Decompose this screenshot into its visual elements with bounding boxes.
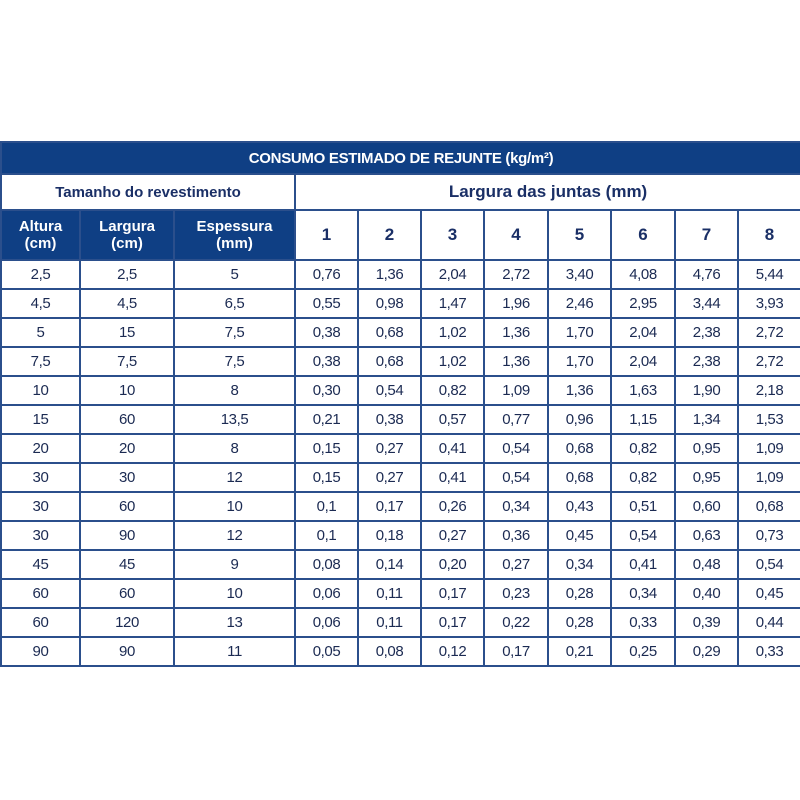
consumption-cell: 2,46 [548, 289, 611, 318]
joint-width-header-8: 8 [738, 210, 800, 260]
consumption-cell: 0,28 [548, 579, 611, 608]
consumption-cell: 0,63 [675, 521, 738, 550]
consumption-cell: 1,09 [738, 463, 800, 492]
consumption-cell: 1,36 [484, 318, 548, 347]
width-cell: 45 [80, 550, 174, 579]
consumption-cell: 3,93 [738, 289, 800, 318]
consumption-cell: 2,72 [738, 347, 800, 376]
consumption-cell: 2,04 [611, 318, 675, 347]
consumption-cell: 0,15 [295, 434, 358, 463]
height-cell: 20 [1, 434, 80, 463]
width-header-text: Largura (cm) [99, 218, 155, 252]
consumption-cell: 1,47 [421, 289, 484, 318]
consumption-cell: 4,08 [611, 260, 675, 289]
consumption-cell: 0,28 [548, 608, 611, 637]
consumption-cell: 0,25 [611, 637, 675, 666]
consumption-cell: 0,60 [675, 492, 738, 521]
consumption-cell: 0,06 [295, 608, 358, 637]
width-cell: 60 [80, 492, 174, 521]
thickness-cell: 7,5 [174, 318, 295, 347]
table-row [1, 318, 800, 347]
consumption-cell: 0,08 [295, 550, 358, 579]
thickness-cell: 10 [174, 492, 295, 521]
thickness-cell: 6,5 [174, 289, 295, 318]
table-row [1, 289, 800, 318]
consumption-cell: 0,77 [484, 405, 548, 434]
table-row [1, 405, 800, 434]
consumption-cell: 0,21 [295, 405, 358, 434]
consumption-cell: 0,54 [611, 521, 675, 550]
table-row [1, 434, 800, 463]
consumption-cell: 0,17 [421, 608, 484, 637]
table-row [1, 608, 800, 637]
width-cell: 15 [80, 318, 174, 347]
width-cell: 10 [80, 376, 174, 405]
consumption-cell: 0,33 [611, 608, 675, 637]
consumption-cell: 0,38 [295, 347, 358, 376]
consumption-cell: 0,17 [484, 637, 548, 666]
consumption-cell: 0,27 [421, 521, 484, 550]
thickness-cell: 8 [174, 376, 295, 405]
consumption-cell: 2,04 [611, 347, 675, 376]
table-row [1, 347, 800, 376]
consumption-cell: 0,39 [675, 608, 738, 637]
consumption-cell: 0,34 [611, 579, 675, 608]
table-row [1, 376, 800, 405]
height-cell: 2,5 [1, 260, 80, 289]
consumption-cell: 0,76 [295, 260, 358, 289]
consumption-cell: 2,72 [484, 260, 548, 289]
width-cell: 2,5 [80, 260, 174, 289]
consumption-cell: 0,30 [295, 376, 358, 405]
consumption-cell: 0,45 [738, 579, 800, 608]
width-cell: 90 [80, 637, 174, 666]
consumption-cell: 0,82 [611, 434, 675, 463]
grout-consumption-table [0, 141, 800, 667]
consumption-cell: 0,06 [295, 579, 358, 608]
table-row [1, 637, 800, 666]
width-cell: 4,5 [80, 289, 174, 318]
consumption-cell: 0,45 [548, 521, 611, 550]
consumption-cell: 0,95 [675, 434, 738, 463]
consumption-cell: 0,68 [548, 463, 611, 492]
tile-size-group-header: Tamanho do revestimento [1, 174, 295, 210]
consumption-cell: 1,09 [484, 376, 548, 405]
joint-width-header-6: 6 [611, 210, 675, 260]
width-cell: 20 [80, 434, 174, 463]
consumption-cell: 0,55 [295, 289, 358, 318]
thickness-cell: 5 [174, 260, 295, 289]
consumption-cell: 1,36 [548, 376, 611, 405]
consumption-cell: 2,95 [611, 289, 675, 318]
width-cell: 30 [80, 463, 174, 492]
joint-width-header-5: 5 [548, 210, 611, 260]
consumption-cell: 0,36 [484, 521, 548, 550]
width-cell: 90 [80, 521, 174, 550]
consumption-cell: 0,11 [358, 579, 421, 608]
consumption-cell: 0,38 [295, 318, 358, 347]
consumption-cell: 2,38 [675, 318, 738, 347]
table-row [1, 579, 800, 608]
consumption-cell: 0,12 [421, 637, 484, 666]
consumption-cell: 0,08 [358, 637, 421, 666]
table-row [1, 260, 800, 289]
consumption-cell: 0,57 [421, 405, 484, 434]
height-cell: 7,5 [1, 347, 80, 376]
consumption-cell: 0,17 [421, 579, 484, 608]
consumption-cell: 0,27 [484, 550, 548, 579]
thickness-cell: 12 [174, 521, 295, 550]
consumption-cell: 0,54 [484, 434, 548, 463]
consumption-cell: 1,09 [738, 434, 800, 463]
consumption-cell: 0,20 [421, 550, 484, 579]
joint-width-header-2: 2 [358, 210, 421, 260]
table-row [1, 521, 800, 550]
consumption-cell: 0,27 [358, 463, 421, 492]
table-row [1, 463, 800, 492]
consumption-cell: 0,41 [611, 550, 675, 579]
consumption-cell: 1,36 [358, 260, 421, 289]
table-row [1, 550, 800, 579]
width-cell: 120 [80, 608, 174, 637]
consumption-cell: 2,38 [675, 347, 738, 376]
thickness-header-text: Espessura (mm) [196, 218, 273, 252]
consumption-cell: 0,68 [548, 434, 611, 463]
consumption-cell: 0,82 [611, 463, 675, 492]
consumption-cell: 0,73 [738, 521, 800, 550]
consumption-cell: 1,36 [484, 347, 548, 376]
consumption-cell: 0,33 [738, 637, 800, 666]
height-cell: 60 [1, 608, 80, 637]
consumption-cell: 0,54 [358, 376, 421, 405]
consumption-cell: 0,1 [295, 521, 358, 550]
thickness-cell: 9 [174, 550, 295, 579]
consumption-cell: 0,14 [358, 550, 421, 579]
consumption-cell: 0,41 [421, 434, 484, 463]
consumption-cell: 0,68 [358, 347, 421, 376]
height-cell: 30 [1, 492, 80, 521]
consumption-cell: 0,34 [484, 492, 548, 521]
consumption-cell: 0,48 [675, 550, 738, 579]
consumption-cell: 0,51 [611, 492, 675, 521]
consumption-cell: 0,29 [675, 637, 738, 666]
height-header [1, 210, 80, 260]
consumption-cell: 1,34 [675, 405, 738, 434]
height-cell: 45 [1, 550, 80, 579]
consumption-cell: 0,21 [548, 637, 611, 666]
width-cell: 7,5 [80, 347, 174, 376]
height-cell: 15 [1, 405, 80, 434]
height-cell: 60 [1, 579, 80, 608]
thickness-cell: 13 [174, 608, 295, 637]
height-cell: 30 [1, 521, 80, 550]
height-cell: 4,5 [1, 289, 80, 318]
consumption-cell: 2,72 [738, 318, 800, 347]
thickness-cell: 11 [174, 637, 295, 666]
height-cell: 90 [1, 637, 80, 666]
consumption-cell: 0,17 [358, 492, 421, 521]
consumption-cell: 0,11 [358, 608, 421, 637]
consumption-cell: 0,27 [358, 434, 421, 463]
consumption-cell: 0,41 [421, 463, 484, 492]
consumption-cell: 1,63 [611, 376, 675, 405]
consumption-cell: 3,44 [675, 289, 738, 318]
thickness-cell: 10 [174, 579, 295, 608]
consumption-cell: 0,96 [548, 405, 611, 434]
consumption-cell: 1,90 [675, 376, 738, 405]
consumption-cell: 0,34 [548, 550, 611, 579]
thickness-cell: 12 [174, 463, 295, 492]
consumption-cell: 0,68 [738, 492, 800, 521]
consumption-cell: 0,38 [358, 405, 421, 434]
consumption-cell: 0,1 [295, 492, 358, 521]
consumption-cell: 1,70 [548, 347, 611, 376]
consumption-cell: 1,02 [421, 347, 484, 376]
width-header [80, 210, 174, 260]
consumption-cell: 0,18 [358, 521, 421, 550]
joint-width-header-4: 4 [484, 210, 548, 260]
height-cell: 5 [1, 318, 80, 347]
consumption-cell: 0,05 [295, 637, 358, 666]
consumption-cell: 1,15 [611, 405, 675, 434]
consumption-cell: 0,82 [421, 376, 484, 405]
consumption-cell: 2,18 [738, 376, 800, 405]
consumption-cell: 0,15 [295, 463, 358, 492]
consumption-cell: 3,40 [548, 260, 611, 289]
consumption-cell: 1,53 [738, 405, 800, 434]
width-cell: 60 [80, 579, 174, 608]
thickness-cell: 8 [174, 434, 295, 463]
table-title: CONSUMO ESTIMADO DE REJUNTE (kg/m²) [1, 142, 800, 174]
consumption-cell: 0,26 [421, 492, 484, 521]
consumption-cell: 1,96 [484, 289, 548, 318]
table-row [1, 492, 800, 521]
table-body [1, 260, 800, 666]
consumption-cell: 0,54 [738, 550, 800, 579]
height-cell: 10 [1, 376, 80, 405]
joint-width-header-1: 1 [295, 210, 358, 260]
height-header-text: Altura (cm) [18, 218, 63, 252]
consumption-cell: 0,98 [358, 289, 421, 318]
consumption-cell: 0,22 [484, 608, 548, 637]
thickness-cell: 7,5 [174, 347, 295, 376]
height-cell: 30 [1, 463, 80, 492]
consumption-cell: 0,23 [484, 579, 548, 608]
consumption-cell: 1,70 [548, 318, 611, 347]
joint-width-group-header: Largura das juntas (mm) [295, 174, 800, 210]
consumption-cell: 1,02 [421, 318, 484, 347]
consumption-cell: 0,40 [675, 579, 738, 608]
consumption-cell: 0,68 [358, 318, 421, 347]
width-cell: 60 [80, 405, 174, 434]
consumption-cell: 0,54 [484, 463, 548, 492]
joint-width-header-3: 3 [421, 210, 484, 260]
consumption-cell: 0,44 [738, 608, 800, 637]
joint-width-header-7: 7 [675, 210, 738, 260]
consumption-cell: 0,43 [548, 492, 611, 521]
consumption-cell: 0,95 [675, 463, 738, 492]
consumption-cell: 4,76 [675, 260, 738, 289]
thickness-header [174, 210, 295, 260]
thickness-cell: 13,5 [174, 405, 295, 434]
consumption-cell: 2,04 [421, 260, 484, 289]
consumption-cell: 5,44 [738, 260, 800, 289]
